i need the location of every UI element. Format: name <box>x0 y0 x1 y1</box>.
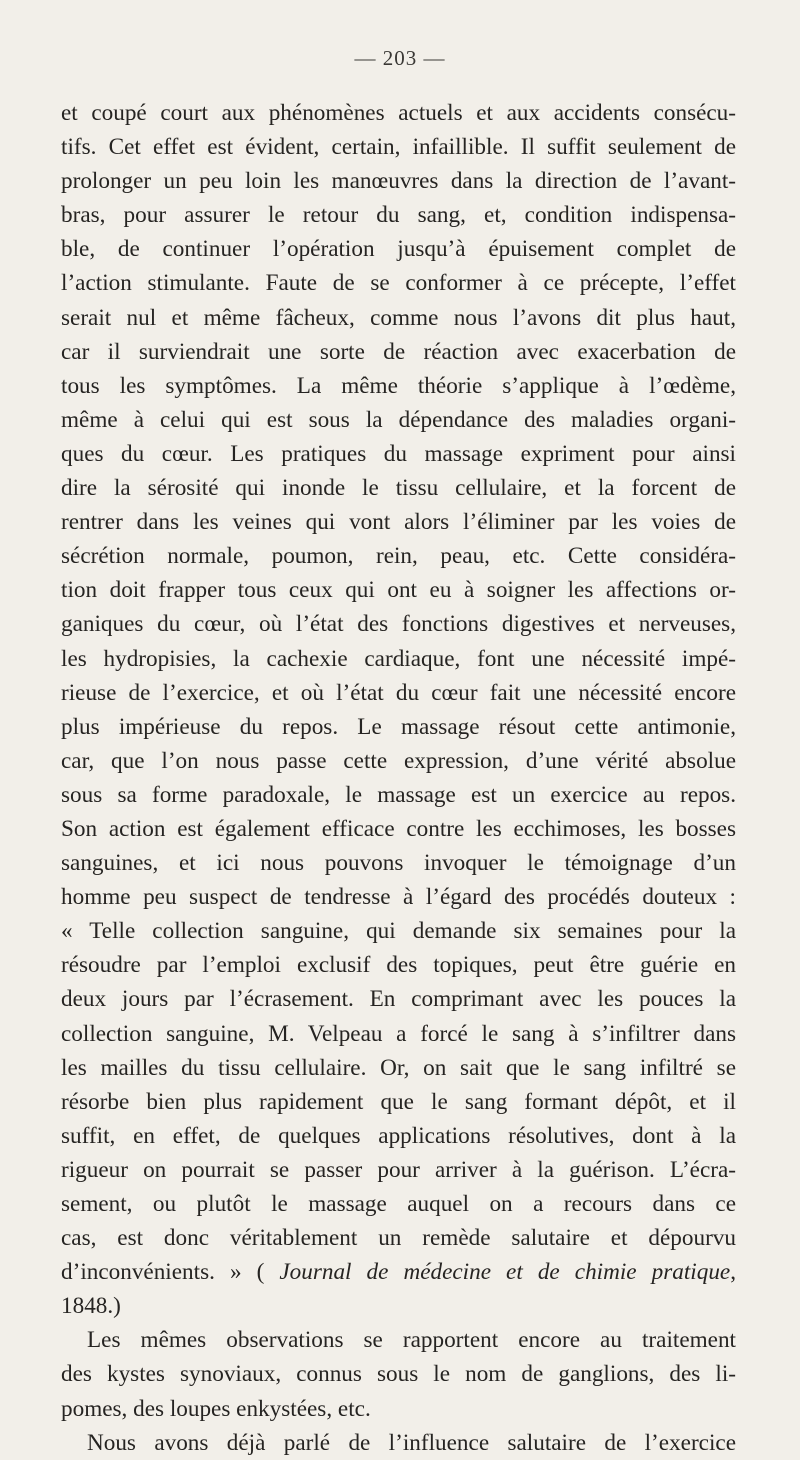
text-line: ganiques du cœur, où l’état des fonctions digestives et nerveuses, <box>61 611 736 638</box>
text-line: prolonger un peu loin les manœuvres dans la direction de l’avant- <box>61 168 736 195</box>
text-line: 1848.) <box>61 1293 121 1320</box>
text-line: ques du cœur. Les pratiques du massage expriment pour ainsi <box>61 440 736 467</box>
text-line: « Telle collection sanguine, qui demande six semaines pour la <box>61 918 736 945</box>
text-line: rigueur on pourrait se passer pour arriver à la guérison. L’écra- <box>61 1156 736 1183</box>
text-line: Son action est également efficace contre les ecchimoses, les bosses <box>61 815 736 842</box>
body-text <box>61 96 736 1460</box>
text-line: des kystes synoviaux, connus sous le nom de ganglions, des li- <box>61 1361 736 1388</box>
text-line: même à celui qui est sous la dépendance des maladies organi- <box>61 406 736 433</box>
text-line: deux jours par l’écrasement. En comprimant avec les pouces la <box>61 986 736 1013</box>
text-line: tifs. Cet effet est évident, certain, infaillible. Il suffit seulement de <box>61 134 736 161</box>
text-line: pomes, des loupes enkystées, etc. <box>61 1395 371 1422</box>
citation-trail: , <box>730 1259 736 1286</box>
text-line: ble, de continuer l’opération jusqu’à épuisement complet de <box>61 236 736 263</box>
text-line: l’action stimulante. Faute de se conformer à ce précepte, l’effet <box>61 270 736 297</box>
paragraph-start-line: Nous avons déjà parlé de l’influence salutaire de l’exercice <box>87 1429 736 1456</box>
paragraph-start-line: Les mêmes observations se rapportent encore au traitement <box>87 1327 736 1354</box>
text-line: car il surviendrait une sorte de réaction avec exacerbation de <box>61 338 736 365</box>
text-line: sous sa forme paradoxale, le massage est un exercice au repos. <box>61 781 736 808</box>
text-line: serait nul et même fâcheux, comme nous l’avons dit plus haut, <box>61 304 736 331</box>
page-number: — 203 — <box>354 46 446 70</box>
text-line: cas, est donc véritablement un remède salutaire et dépourvu <box>61 1225 736 1252</box>
text-line: résorbe bien plus rapidement que le sang formant dépôt, et il <box>61 1088 736 1115</box>
text-line: sécrétion normale, poumon, rein, peau, etc. Cette considéra- <box>61 543 736 570</box>
text-line: tous les symptômes. La même théorie s’applique à l’œdème, <box>61 372 736 399</box>
text-line: sement, ou plutôt le massage auquel on a recours dans ce <box>61 1191 736 1217</box>
text-line: rentrer dans les veines qui vont alors l’éliminer par les voies de <box>61 509 736 536</box>
text-line: tion doit frapper tous ceux qui ont eu à soigner les affections or- <box>61 577 736 604</box>
text-line: homme peu suspect de tendresse à l’égard des procédés douteux : <box>61 884 736 911</box>
text-line: et coupé court aux phénomènes actuels et aux accidents consécu- <box>61 100 736 126</box>
text-line: suffit, en effet, de quelques applications résolutives, dont à la <box>61 1122 736 1149</box>
text-line: les hydropisies, la cachexie cardiaque, font une nécessité impé- <box>61 645 736 672</box>
journal-title: Journal de médecine et de chimie pratique <box>279 1259 731 1286</box>
text-line: rieuse de l’exercice, et où l’état du cœur fait une nécessité encore <box>61 679 736 706</box>
text-line-citation <box>61 1255 736 1289</box>
text-line: collection sanguine, M. Velpeau a forcé le sang à s’infiltrer dans <box>61 1020 736 1047</box>
text-line: sanguines, et ici nous pouvons invoquer le témoignage d’un <box>61 850 736 877</box>
citation-lead: d’inconvénients. » ( <box>61 1259 265 1286</box>
text-line: plus impérieuse du repos. Le massage résout cette antimonie, <box>61 713 736 740</box>
text-line: bras, pour assurer le retour du sang, et, condition indispensa- <box>61 202 736 229</box>
text-line: les mailles du tissu cellulaire. Or, on sait que le sang infiltré se <box>61 1054 736 1081</box>
text-line: dire la sérosité qui inonde le tissu cellulaire, et la forcent de <box>61 475 736 502</box>
text-line: car, que l’on nous passe cette expression, d’une vérité absolue <box>61 747 736 774</box>
text-line: résoudre par l’emploi exclusif des topiques, peut être guérie en <box>61 952 736 979</box>
